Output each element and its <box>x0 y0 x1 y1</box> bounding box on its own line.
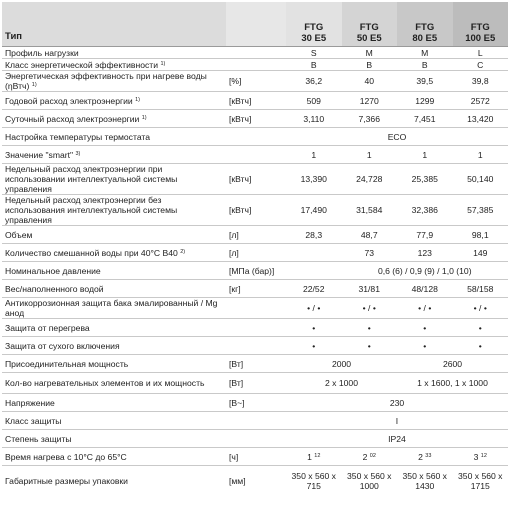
row-unit: [кВтч] <box>226 110 286 128</box>
value-cell-span: 0,6 (6) / 0,9 (9) / 1,0 (10) <box>342 262 509 280</box>
value-cell: 1 <box>286 146 342 164</box>
value-cell: M <box>397 47 453 59</box>
row-unit: [Вт] <box>226 355 286 373</box>
row-unit: [кВтч] <box>226 195 286 226</box>
table-row <box>2 373 508 394</box>
model-header-ftg-100 <box>453 2 509 47</box>
row-label-cell <box>2 71 226 92</box>
row-label-cell <box>2 92 226 110</box>
value-cell: 1 <box>453 146 509 164</box>
spec-table <box>2 2 508 496</box>
table-row <box>2 92 508 110</box>
footnote-ref: 1) <box>135 96 140 103</box>
table-row <box>2 146 508 164</box>
model-header-ftg-80 <box>397 2 453 47</box>
value-cell-span: 2 x 1000 <box>286 373 397 394</box>
row-label: Напряжение <box>2 394 226 412</box>
value-cell: 40 <box>342 71 398 92</box>
row-label-cell <box>2 244 226 262</box>
row-label: Номинальное давление <box>2 262 226 280</box>
value-cell: • <box>286 337 342 355</box>
model-series: FTG <box>304 22 324 33</box>
row-label: Класс энергетической эффективности <box>5 59 159 70</box>
row-unit: [л] <box>226 226 286 244</box>
value-cell: 28,3 <box>286 226 342 244</box>
table-row <box>2 262 508 280</box>
row-unit <box>226 298 286 319</box>
value-cell: 39,8 <box>453 71 509 92</box>
row-label: Габаритные размеры упаковки <box>5 476 128 486</box>
value-cell: 350 x 560 x 1430 <box>402 471 447 491</box>
heat-time-minutes: 12 <box>480 452 487 459</box>
value-cell: • <box>453 319 509 337</box>
value-cell: • <box>342 337 398 355</box>
unit-header <box>226 2 286 47</box>
model-series: FTG <box>415 22 435 33</box>
value-cell: • <box>286 319 342 337</box>
row-label: Значение "smart" <box>5 149 74 160</box>
value-cell: B <box>286 59 342 71</box>
value-cell: • <box>397 319 453 337</box>
model-code: 80 E5 <box>412 33 438 44</box>
heat-time-minutes: 02 <box>369 452 376 459</box>
value-cell: • <box>342 319 398 337</box>
value-cell-span: I <box>286 412 508 430</box>
row-unit: [МПа (бар)] <box>226 262 286 280</box>
value-cell: 7,451 <box>397 110 453 128</box>
value-cell: 73 <box>342 244 398 262</box>
model-code: 30 E5 <box>301 33 327 44</box>
row-label: Защита от сухого включения <box>2 337 226 355</box>
value-cell <box>286 448 342 466</box>
value-cell: 7,366 <box>342 110 398 128</box>
model-series: FTG <box>359 22 379 33</box>
value-cell: 31,584 <box>342 195 398 226</box>
value-cell: • / • <box>286 298 342 319</box>
table-row <box>2 244 508 262</box>
value-cell: 32,386 <box>397 195 453 226</box>
table-row <box>2 355 508 373</box>
value-cell: 13,420 <box>453 110 509 128</box>
table-row <box>2 412 508 430</box>
value-cell-span: ECO <box>286 128 508 146</box>
value-cell: 1270 <box>342 92 398 110</box>
table-row <box>2 226 508 244</box>
table-row <box>2 128 508 146</box>
row-label: Степень защиты <box>2 430 226 448</box>
table-row <box>2 47 508 59</box>
row-unit <box>226 430 286 448</box>
table-row <box>2 466 508 497</box>
value-cell: 31/81 <box>342 280 398 298</box>
table-row <box>2 71 508 92</box>
footnote-ref: 1) <box>31 82 37 88</box>
value-cell: 350 x 560 x 1715 <box>458 471 503 491</box>
table-row <box>2 280 508 298</box>
value-cell: B <box>342 59 398 71</box>
value-cell: S <box>286 47 342 59</box>
value-cell: 57,385 <box>453 195 509 226</box>
row-label: Профиль нагрузки <box>2 47 226 59</box>
value-cell-span: 1 x 1600, 1 x 1000 <box>397 373 508 394</box>
row-unit <box>226 47 286 59</box>
row-unit: [%] <box>226 71 286 92</box>
row-unit <box>226 319 286 337</box>
value-cell: 1 <box>342 146 398 164</box>
value-cell: • <box>453 337 509 355</box>
table-row <box>2 319 508 337</box>
value-cell: C <box>453 59 509 71</box>
row-unit: [Вт] <box>226 373 286 394</box>
value-cell-span: 2600 <box>397 355 508 373</box>
row-label: Защита от перегрева <box>2 319 226 337</box>
table-row <box>2 195 508 226</box>
row-label: Объем <box>2 226 226 244</box>
value-cell: 77,9 <box>397 226 453 244</box>
row-unit <box>226 412 286 430</box>
row-label: Кол-во нагревательных элементов и их мощность <box>2 373 226 394</box>
value-cell: 25,385 <box>397 164 453 195</box>
row-unit <box>226 146 286 164</box>
value-cell <box>397 448 453 466</box>
value-cell: 350 x 560 x 1000 <box>347 471 392 491</box>
value-cell: • / • <box>453 298 509 319</box>
value-cell: 3,110 <box>286 110 342 128</box>
row-label: Годовой расход электроэнергии <box>5 95 133 106</box>
row-unit: [ч] <box>226 448 286 466</box>
value-cell: L <box>453 47 509 59</box>
model-header-ftg-50 <box>342 2 398 47</box>
table-row <box>2 448 508 466</box>
value-cell: 123 <box>397 244 453 262</box>
value-cell: 509 <box>286 92 342 110</box>
model-code: 50 E5 <box>356 33 382 44</box>
heat-time: 1 <box>307 451 312 462</box>
model-header-ftg-30 <box>286 2 342 47</box>
value-cell: B <box>397 59 453 71</box>
value-cell: 149 <box>453 244 509 262</box>
value-cell: 36,2 <box>286 71 342 92</box>
row-label: Антикоррозионная защита бака эмалированный / Mg анод <box>2 298 226 319</box>
heat-time-minutes: 33 <box>425 452 432 459</box>
value-cell <box>453 448 509 466</box>
heat-time-minutes: 12 <box>314 452 321 459</box>
table-row <box>2 430 508 448</box>
table-row <box>2 337 508 355</box>
row-unit: [л] <box>226 244 286 262</box>
value-cell: 48,7 <box>342 226 398 244</box>
value-cell: 39,5 <box>397 71 453 92</box>
row-label: Время нагрева с 10°C до 65°C <box>2 448 226 466</box>
row-label-cell <box>2 110 226 128</box>
row-label: Энергетическая эффективность при нагреве воды (ηВтч) <box>5 71 207 91</box>
value-cell: 24,728 <box>342 164 398 195</box>
row-label-cell <box>2 59 226 71</box>
value-cell-span: IP24 <box>286 430 508 448</box>
value-cell: • <box>397 337 453 355</box>
row-label: Недельный расход электроэнергии без использования интеллектуальной системы управления <box>2 195 226 226</box>
heat-time: 2 <box>418 451 423 462</box>
footnote-ref: 1) <box>141 114 147 121</box>
heat-time: 3 <box>473 451 479 462</box>
row-unit <box>226 59 286 71</box>
row-unit: [кВтч] <box>226 164 286 195</box>
value-cell: 50,140 <box>453 164 509 195</box>
value-cell: 1 <box>397 146 453 164</box>
table-row <box>2 298 508 319</box>
value-cell: 98,1 <box>453 226 509 244</box>
heat-time: 2 <box>362 451 368 462</box>
value-cell <box>286 262 342 280</box>
table-row <box>2 164 508 195</box>
model-series: FTG <box>470 22 490 33</box>
value-cell: 2572 <box>453 92 509 110</box>
table-row <box>2 394 508 412</box>
row-label: Класс защиты <box>2 412 226 430</box>
footnote-ref: 2) <box>180 248 186 255</box>
value-cell: • / • <box>397 298 453 319</box>
value-cell: • / • <box>342 298 398 319</box>
value-cell: 13,390 <box>286 164 342 195</box>
value-cell: 1299 <box>397 92 453 110</box>
model-code: 100 E5 <box>465 33 496 44</box>
row-label: Присоединительная мощность <box>2 355 226 373</box>
value-cell <box>286 244 342 262</box>
row-label: Недельный расход электроэнергии при использовании интеллектуальной системы управления <box>2 164 226 195</box>
table-header-row <box>2 2 508 47</box>
row-label: Суточный расход электроэнергии <box>5 113 140 124</box>
row-label-cell <box>2 146 226 164</box>
row-unit <box>226 128 286 146</box>
row-label: Настройка температуры термостата <box>2 128 226 146</box>
value-cell: M <box>342 47 398 59</box>
value-cell-span: 230 <box>286 394 508 412</box>
row-unit: [В~] <box>226 394 286 412</box>
row-label: Количество смешанной воды при 40°C В40 <box>5 247 178 258</box>
table-row <box>2 59 508 71</box>
row-unit: [мм] <box>229 476 246 486</box>
table-row <box>2 110 508 128</box>
type-header: Тип <box>2 2 226 47</box>
row-unit: [кВтч] <box>226 92 286 110</box>
value-cell: 350 x 560 x 715 <box>291 471 336 491</box>
footnote-ref: 1) <box>160 60 166 67</box>
footnote-ref: 3) <box>75 150 81 157</box>
value-cell <box>342 448 398 466</box>
value-cell-span: 2000 <box>286 355 397 373</box>
row-unit <box>226 337 286 355</box>
value-cell: 17,490 <box>286 195 342 226</box>
row-label: Вес/наполненного водой <box>2 280 226 298</box>
value-cell: 22/52 <box>286 280 342 298</box>
row-unit: [кг] <box>226 280 286 298</box>
value-cell: 58/158 <box>453 280 509 298</box>
value-cell: 48/128 <box>397 280 453 298</box>
